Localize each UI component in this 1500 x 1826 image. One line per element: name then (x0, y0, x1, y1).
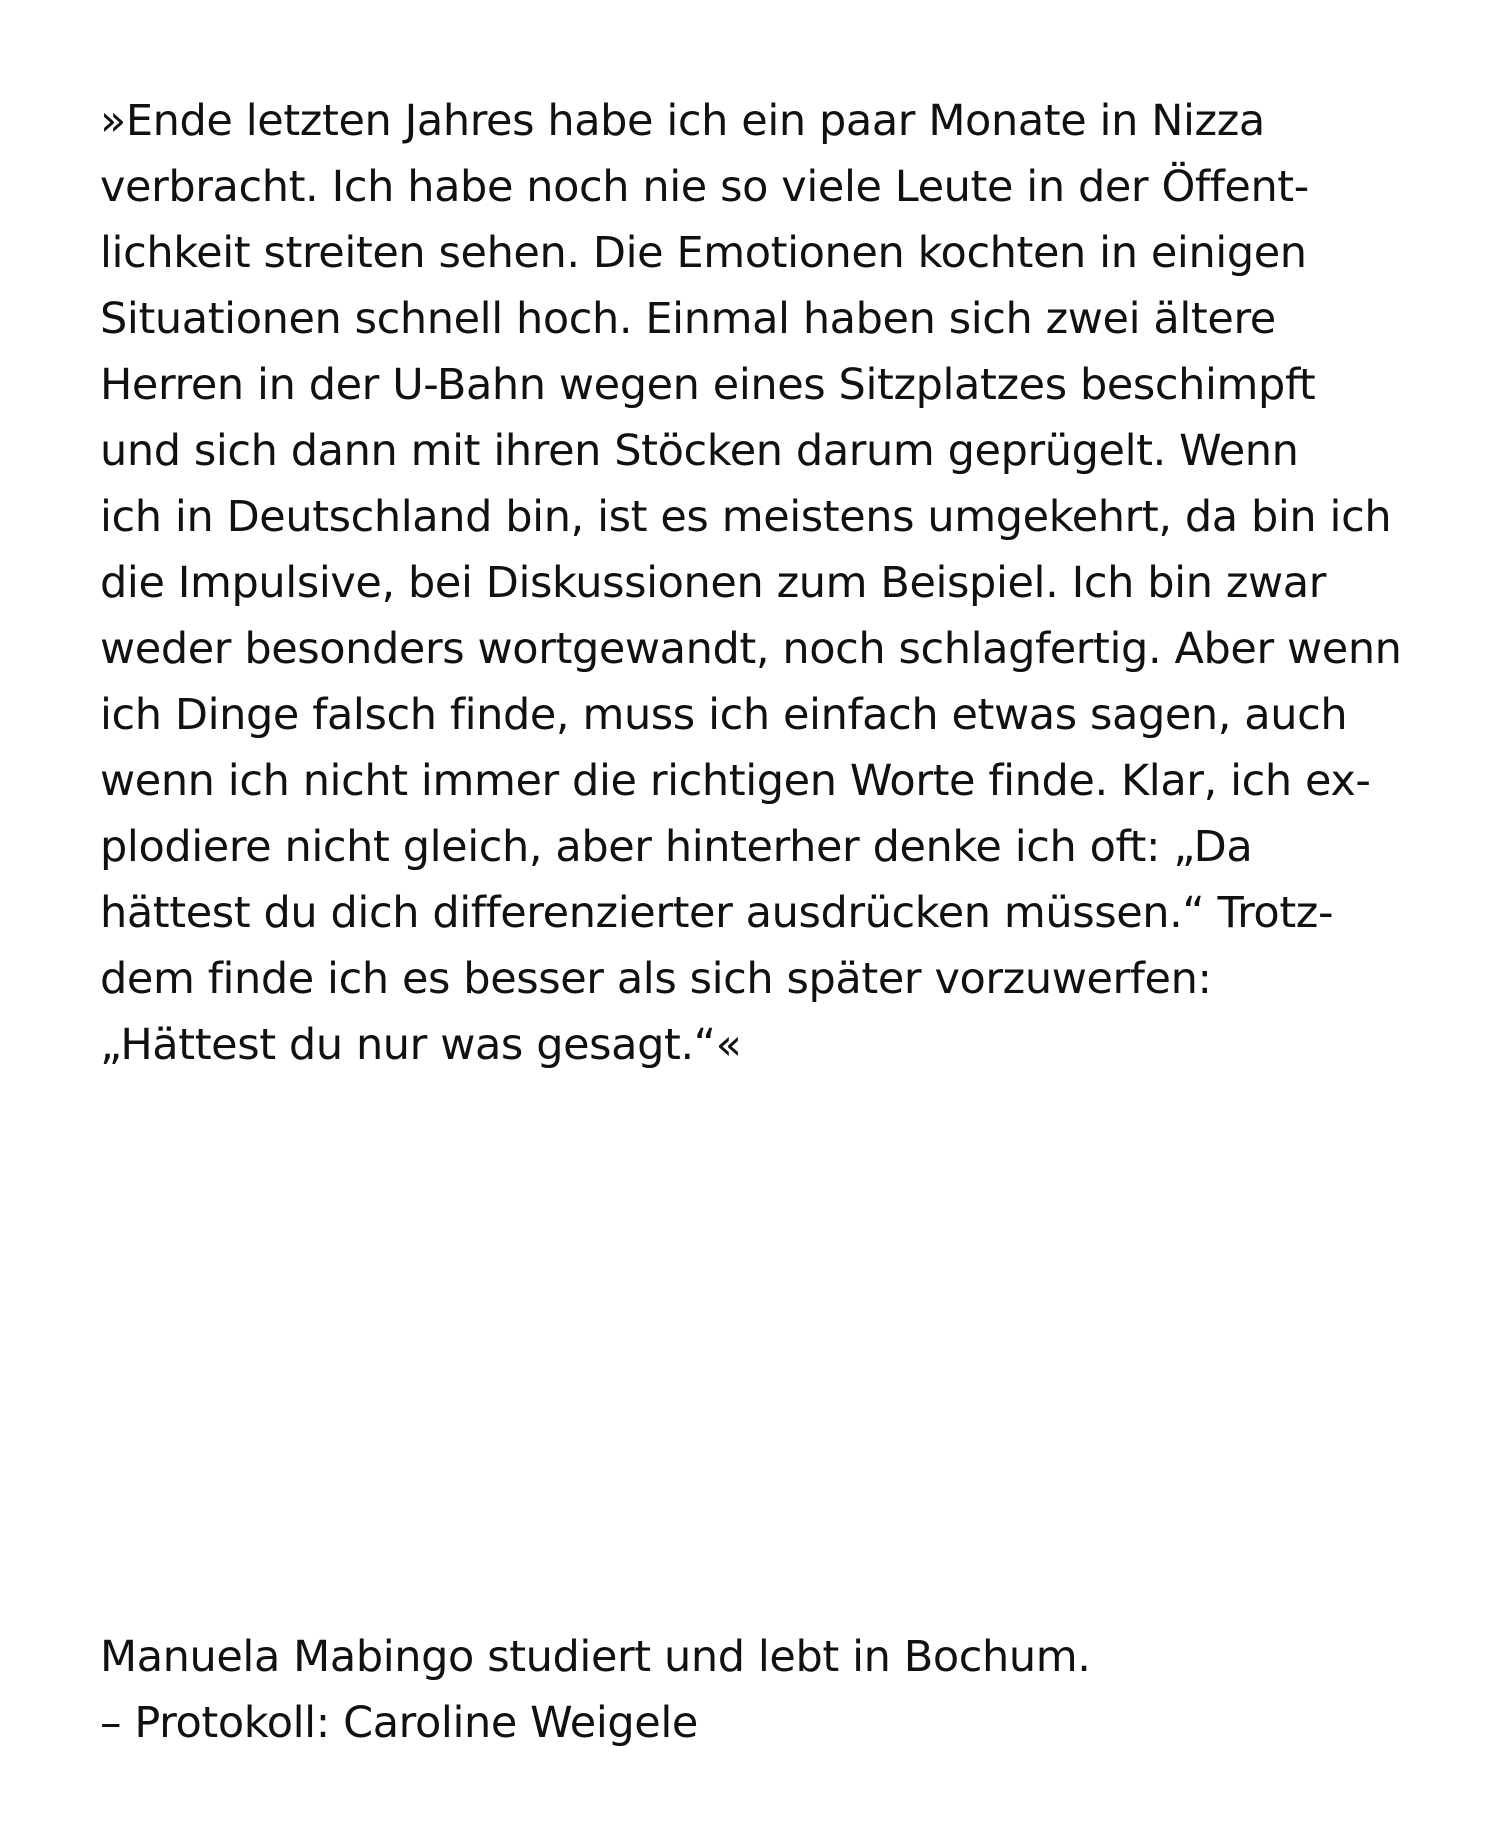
quote-line: „Hättest du nur was gesagt.“« (100, 1020, 742, 1070)
quote-line: ich in Deutschland bin, ist es meistens umgekehrt, da bin ich (100, 492, 1392, 542)
quote-line: lichkeit streiten sehen. Die Emotionen kochten in einigen (100, 228, 1307, 278)
quote-line: »Ende letzten Jahres habe ich ein paar Monate in Nizza (100, 96, 1265, 146)
quote-line: und sich dann mit ihren Stöcken darum geprügelt. Wenn (100, 426, 1299, 476)
quote-line: dem finde ich es besser als sich später vorzuwerfen: (100, 954, 1212, 1004)
quote-line: Herren in der U-Bahn wegen eines Sitzplatzes beschimpft (100, 360, 1316, 410)
quote-line: weder besonders wortgewandt, noch schlagfertig. Aber wenn (100, 624, 1402, 674)
author-line: Manuela Mabingo studiert und lebt in Bochum. (100, 1632, 1091, 1682)
credits-block (100, 1624, 1091, 1756)
quote-line: verbracht. Ich habe noch nie so viele Leute in der Öffent- (100, 162, 1309, 212)
quote-line: plodiere nicht gleich, aber hinterher denke ich oft: „Da (100, 822, 1253, 872)
quote-paragraph (100, 88, 1480, 1078)
quote-line: hättest du dich differenzierter ausdrücken müssen.“ Trotz- (100, 888, 1334, 938)
quote-line: ich Dinge falsch finde, muss ich einfach etwas sagen, auch (100, 690, 1348, 740)
quote-line: die Impulsive, bei Diskussionen zum Beispiel. Ich bin zwar (100, 558, 1327, 608)
quote-line: wenn ich nicht immer die richtigen Worte finde. Klar, ich ex- (100, 756, 1371, 806)
protocol-line: – Protokoll: Caroline Weigele (100, 1698, 698, 1748)
quote-line: Situationen schnell hoch. Einmal haben sich zwei ältere (100, 294, 1276, 344)
